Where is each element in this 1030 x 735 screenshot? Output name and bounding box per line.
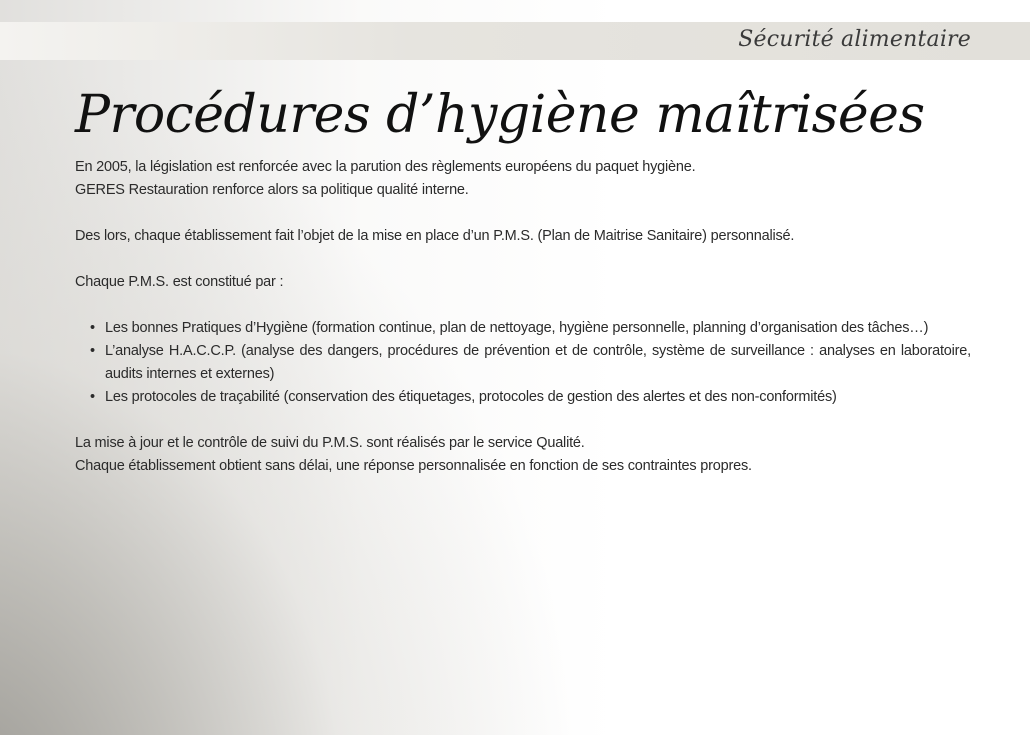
intro-line-2: GERES Restauration renforce alors sa politique qualité interne. xyxy=(75,182,469,198)
list-item-text: Les protocoles de traçabilité (conservation des étiquetages, protocoles de gestion des alertes et des non-conformités) xyxy=(105,389,837,405)
pms-constituted-label: Chaque P.M.S. est constitué par : xyxy=(75,274,284,290)
bullet-icon: • xyxy=(90,343,95,359)
closing-line-1: La mise à jour et le contrôle de suivi du P.M.S. sont réalisés par le service Qualité. xyxy=(75,435,585,451)
list-item xyxy=(75,340,971,386)
intro-line-1: En 2005, la législation est renforcée avec la parution des règlements européens du paquet hygiène. xyxy=(75,159,696,175)
bullet-icon: • xyxy=(90,320,95,336)
page-title: Procédures d’hygiène maîtrisées xyxy=(75,85,925,145)
pms-intro-paragraph: Des lors, chaque établissement fait l’objet de la mise en place d’un P.M.S. (Plan de Maitrise Sanitaire) personnalisé. xyxy=(75,228,795,244)
list-item xyxy=(75,386,971,409)
list-item xyxy=(75,317,971,340)
bullet-icon: • xyxy=(90,389,95,405)
list-item-text: Les bonnes Pratiques d’Hygiène (formation continue, plan de nettoyage, hygiène personnelle, planning d’organisation des tâches…) xyxy=(105,320,929,336)
section-title: Sécurité alimentaire xyxy=(738,27,971,52)
list-item-text: L’analyse H.A.C.C.P. (analyse des dangers, procédures de prévention et de contrôle, système de surveillance : analyses en laboratoire, audits internes et externes) xyxy=(105,343,971,382)
pms-components-list xyxy=(75,317,971,409)
closing-line-2: Chaque établissement obtient sans délai, une réponse personnalisée en fonction de ses contraintes propres. xyxy=(75,458,752,474)
body-content xyxy=(75,156,971,478)
